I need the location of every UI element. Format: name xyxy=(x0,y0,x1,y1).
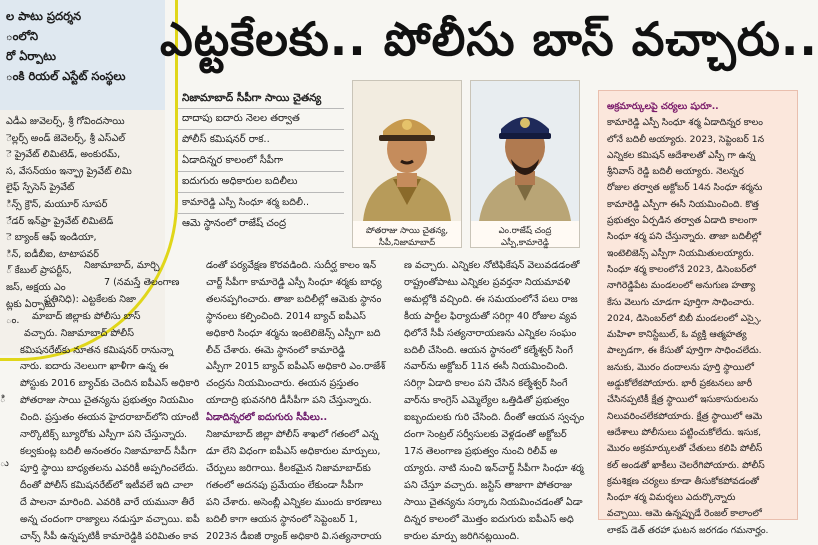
sidebar-line: కామారెడ్డి ఎస్పీగా ఈసీ నియమించింది. కొత్త xyxy=(607,197,789,213)
photo-caption-line: ఎం.రాజేష్ చంద్ర xyxy=(471,225,579,237)
left-body-line: ిన్, ఐడీబీఐ, టాటాపవర్ xyxy=(6,247,159,264)
column-line: కీయ పార్టీల ఫిర్యాదుతో సరిగ్గా 40 రోజుల వ్యవ xyxy=(404,309,594,326)
photo-commissioner xyxy=(352,80,462,248)
left-body-line: ెల్లర్స్ అండ్ జెవెలర్స్, శ్రీ ఎస్‌ఎల్ xyxy=(6,131,159,148)
pullquote-line: నిజామాబాద్ సీపీగా సాయి చైతన్య xyxy=(178,88,344,109)
sidebar-line: లాకప్ డెత్ తరహా ఘటన జరగడం గమనార్హం. xyxy=(607,523,789,539)
column-line: ధిలోనే సీపీ సత్యనారాయణను ఎన్నికల సంఘం xyxy=(404,326,594,343)
left-body-line: స, వేసన్‌యం ఇన్ఫ్రా ప్రైవేట్ లిమి xyxy=(6,164,159,181)
sidebar-line: అడ్డుకోలేకపోయారు. భారీ ప్రకటనలు జారీ xyxy=(607,376,789,392)
left-title-line: రో ఏర్పాటు xyxy=(6,46,159,66)
column-line: పోతరాజు సాయి చైతన్యను ప్రభుత్వం నియమిం xyxy=(20,393,198,410)
sidebar-line: శ్రీనివాస్ రెడ్డి బదిలీ అయ్యారు. నెలన్నర xyxy=(607,164,789,180)
column-line: మాబాద్ జిల్లాకు పోలీసు బాస్ xyxy=(20,309,198,326)
column-line: నిజామాబాద్ జిల్లా పోలీస్ శాఖలో గతంలో ఎన్న xyxy=(206,427,402,444)
left-body-line: ట్లకు ఏర్పాటు xyxy=(6,297,159,314)
sidebar-line: వచ్చాయి. ఆమె ఉన్నప్పుడే రెంజల్ కాలాంలో xyxy=(607,506,789,522)
column-line: అన్న చందంగా రాజ్యాలు నడుస్తూ వచ్చాయి. ఐపీ xyxy=(20,512,198,529)
portrait-commissioner-image xyxy=(353,81,461,221)
sidebar-line: చేసినప్పటికీ క్షేత్ర స్థాయిలో ఇసుకాసురులను xyxy=(607,392,789,408)
sidebar-line: రోజుల తర్వాత అక్టోబర్ 14న సింధూ శర్మను xyxy=(607,180,789,196)
pullquote-line: ఆమె స్థానంలో రాజేష్ చంద్ర xyxy=(178,214,344,234)
sidebar-line: క్రమశిక్షణ చర్యలు కూడా తీసుకోకపోవడంతో xyxy=(607,474,789,490)
left-body-line: ె ప్రైవేట్ లిమిటెడ్, అంకురమ్, xyxy=(6,147,159,164)
column-line: దిన్నర కాలంలో మొత్తం ఐదుగురు ఐపీఎస్ అధి xyxy=(404,512,594,529)
column-line: అమల్లోకి వచ్చింది. ఈ సమయంలోనే పలు రాజ xyxy=(404,292,594,309)
sidebar-line: సింధూ శర్మ విమర్శలు ఎదుర్కొన్నారు xyxy=(607,490,789,506)
column-line: అధికారి సింధూ శర్మను ఇంటెలిజెన్స్ ఎస్పీగా బది xyxy=(206,326,402,343)
column-line: కమిషనరేట్‌కు నూతన కమిషనర్ రానున్నా xyxy=(20,343,198,360)
sidebar-line: మహిళా కానిస్టేబుల్, ఓ వ్యక్తి ఆత్మహత్య xyxy=(607,327,789,343)
left-body-line: లైఫ్ స్పేసెస్ ప్రైవేట్ xyxy=(6,180,159,197)
article-column-1 xyxy=(20,258,198,523)
pullquote-box xyxy=(178,88,344,234)
sidebar-body xyxy=(607,115,789,539)
left-article-title xyxy=(0,0,165,110)
sidebar-line: కేసు వెలుగు చూడగా పూర్తిగా సాధించారు. xyxy=(607,295,789,311)
column-line: స్థానంలు కల్పించింది. 2014 బ్యాచ్ ఐపీఎస్ xyxy=(206,309,402,326)
column-line: చేర్పులు జరిగాయి. కీలకమైన నిజామాబాద్‌కు xyxy=(206,461,402,478)
column-line: సాయి చైతన్యను సర్కారు నియమించడంతో ఏడా xyxy=(404,495,594,512)
sidebar-line: నాగిరెడ్డిపేట మండలంలో అనుగుణ హత్యా xyxy=(607,278,789,294)
left-body-line: ం. xyxy=(6,313,159,330)
left-body-line: ిన్స్ క్రౌన్, మయూర్ సూపర్ xyxy=(6,197,159,214)
column-line: నార్కొటిక్స్ బ్యూరోకు ఎస్పీగా పని చేస్తున్నారు. xyxy=(20,427,198,444)
column-line: యాదాద్రి భువనగిరి డీసీపీగా పని చేస్తున్నారు. xyxy=(206,393,402,410)
sidebar-line: ప్రభుత్వం ఏర్పడిన తర్వాత ఏడాది కాలంగా xyxy=(607,213,789,229)
sidebar-line: పాల్పడగా, ఈ కేసుతో పూర్తిగా సాధించలేదు. xyxy=(607,343,789,359)
column-subheading: ఏడాదిన్నరలో ఐదుగురు సీపీలు.. xyxy=(206,410,402,427)
photo-caption-line: ఎస్పీ,కామారెడ్డి xyxy=(471,237,579,249)
column-line: లీచ్ చేశారు. ఈమె స్థానంలో కామారెడ్డి xyxy=(206,343,402,360)
column-line: చంద్రను నియమించారు. ఈయన ప్రస్తుతం xyxy=(206,376,402,393)
column-line: ఎస్పీగా 2015 బ్యాచ్ ఐపీఎస్ అధికారి ఎం.రాజేశ్ xyxy=(206,359,402,376)
left-title-line: ల పాటు ప్రదర్శన xyxy=(6,6,159,26)
article-column-2 xyxy=(206,258,402,523)
left-fragment-line: ు xyxy=(0,456,10,472)
column-line: పోస్టుకు 2016 బ్యాచ్‌కు చెందిన ఐపీఎస్ అధికారి xyxy=(20,376,198,393)
column-line: పని చేశారు. అసెంబ్లీ ఎన్నికల ముందు కారణాలు xyxy=(206,495,402,512)
sidebar-line: మొరం అక్రమార్కులతో చేతులు కలిపి పోలీస్ xyxy=(607,441,789,457)
pullquote-line: దాదాపు ఐదారు నెలల తర్వాత xyxy=(178,109,344,130)
column-line: పూర్తి స్థాయి బాధ్యతలను ఎవరికీ అప్పగించలేదు. xyxy=(20,461,198,478)
sidebar-line: కల్ అండతో ఖాకీలు చెలరేగిపోయారు. పోలీస్ xyxy=(607,458,789,474)
column-line: రాష్ట్రంతోపాటు ఎన్నికల ప్రవర్తనా నియమావళి xyxy=(404,275,594,292)
left-fragment-line: ి xyxy=(0,392,10,408)
left-body-line: ్ కేబుల్ ప్రాపర్టీస్, xyxy=(6,263,159,280)
sidebar-line: లోనే బదిలీ అయ్యారు. 2023, సెప్టెంబర్ 1న xyxy=(607,132,789,148)
column-line: దే పాలనా మారింది. ఎవరికి వారే యమునా తీరే xyxy=(20,495,198,512)
column-line: నవార్‌ను అక్టోబర్ 11న ఈసీ నియమించింది. xyxy=(404,359,594,376)
column-line: కల్వకుంట్ల బదిలీ అనంతరం నిజామాబాద్ సీపీగా xyxy=(20,444,198,461)
column-line: దీంతో పోలీస్ కమిషనరేట్‌లో ఇటీవలే ఇది చాలా xyxy=(20,478,198,495)
pullquote-line: కామారెడ్డి ఎస్పీ సింధూ శర్మ బదిలీ.. xyxy=(178,193,344,214)
column-line: వార్‌ను కాంగ్రెస్ ఎమ్మెల్యేల ఒత్తిడితో ప్రభుత్వం xyxy=(404,393,594,410)
column-line: డంతో పర్యవేక్షణ కొరవడింది. సుదీర్ఘ కాలం ఇన్ xyxy=(206,258,402,275)
sidebar-heading: అక్రమార్కులపై చర్యలు షురూ.. xyxy=(607,99,789,115)
sidebar-line: ఎన్నికల కమిషన్ ఆదేశాలతో ఎస్పీ గా ఉన్న xyxy=(607,148,789,164)
left-body-line: ేడర్ ఇన్‌ఫ్రా ప్రైవేట్ లిమిటెడ్ xyxy=(6,214,159,231)
sidebar-line: ఆదేశాలు పోలీసులు పట్టించుకోలేదు. ఇసుక, xyxy=(607,425,789,441)
left-title-line: ంకి రియల్ ఎస్టేట్ సంస్థలు xyxy=(6,66,159,86)
column-line: బదిలీ చేసింది. ఆయన స్థానంలో కల్మేశ్వర్ సింగే xyxy=(404,343,594,360)
sidebar-line: నిలువరించలేకపోయారు. క్షేత్ర స్థాయిలో ఆమె xyxy=(607,409,789,425)
column-line: బదిలీ కాగా ఆయన స్థానంలో సెప్టెంబర్ 1, xyxy=(206,512,402,529)
left-body-line: జస్, అక్షయ ఎం xyxy=(6,280,159,297)
photo-caption-line: సీపీ,నిజామాబాద్ xyxy=(353,237,461,249)
page-headline: ఎట్టకేలకు.. పోలీసు బాస్ వచ్చారు.. xyxy=(160,0,800,78)
photo-superintendent xyxy=(470,80,580,248)
sidebar-line: సింధూ శర్మ పని చేస్తున్నారు. తాజా బదిలీల్లో xyxy=(607,229,789,245)
pullquote-line: ఐదుగురు అధికారుల బదిలీలు xyxy=(178,172,344,193)
column-line: ణ వచ్చారు. ఎన్నికల నోటిఫికేషన్ వెలువడడంతో xyxy=(404,258,594,275)
photo-caption-line: పోతరాజు సాయి చైతన్య, xyxy=(353,225,461,237)
column-line: చార్జ్ సీపీగా కామారెడ్డి ఎస్పీ సింధూ శర్మకు బాధ్య xyxy=(206,275,402,292)
left-bottom-fragment xyxy=(0,360,10,520)
pullquote-line: పోలీస్ కమిషనర్ రాక.. xyxy=(178,130,344,151)
column-line: ఐబ్బందులకు గురి చేసింది. దీంతో ఆయన స్వచ్ఛం xyxy=(404,410,594,427)
left-body-line: ె బ్యాంక్ ఆఫ్ ఇండియా, xyxy=(6,230,159,247)
column-line: య్యారు. నాటి నుంచి ఇన్‌చార్జ్ సీపీగా సింధూ శర్మ xyxy=(404,461,594,478)
sidebar-line: జనుకు, మొరం దందాలను పూర్తి స్థాయిలో xyxy=(607,360,789,376)
article-column-3 xyxy=(404,258,594,523)
sidebar-line: 2024, డిసెంబర్‌లో బిబీ మండలంలో ఎస్సై, xyxy=(607,311,789,327)
left-body-line: ఎడీఎ జువెలర్స్, శ్రీ గోవిందసాయి xyxy=(6,114,159,131)
sidebar-line: కామారెడ్డి ఎస్పీ సింధూ శర్మ ఏడాదిన్నర కాలం xyxy=(607,115,789,131)
column-line: చాన్స్ సీపీ ఉన్నప్పటికీ కామారెడ్డికి పరిమితం కావ xyxy=(20,529,198,545)
column-line: వచ్చారు. నిజామాబాద్ పోలీస్ xyxy=(20,326,198,343)
column-line: 2023న డీఐజీ ర్యాంక్ అధికారి వి.సత్యనారాయ xyxy=(206,529,402,545)
column-line: కారుల మార్పు జరిగినట్లయింది. xyxy=(404,529,594,545)
column-line: నిజామాబాద్, మార్చి xyxy=(20,258,198,275)
column-line: డూ లేని విధంగా ఐపీఎస్ అధికారుల మార్పులు, xyxy=(206,444,402,461)
column-line: నారు. ఐదారు నెలలుగా ఖాళీగా ఉన్న ఈ xyxy=(20,359,198,376)
column-line: సరిగ్గా ఏడాది కాలం పని చేసిన కల్మేశ్వర్ సింగే xyxy=(404,376,594,393)
column-line: ప్రతినిధి): ఎట్టకేలకు నిజా xyxy=(20,292,198,309)
column-line: 7 (నమస్తే తెలంగాణ xyxy=(20,275,198,292)
pullquote-line: ఏడాదిన్నర కాలంలో సీపీగా xyxy=(178,151,344,172)
sidebar-line: సింధూ శర్మ కాలంలోనే 2023, డిసెంబర్‌లో xyxy=(607,262,789,278)
sidebar-line: ఇంటెలిజెన్స్ ఎస్పీగా నియమితులయ్యారు. xyxy=(607,246,789,262)
sidebar-box xyxy=(598,90,798,520)
column-line: గతంలో అదనపు ప్రమేయం లేకుండా సీపీగా xyxy=(206,478,402,495)
left-title-line: ంలోని xyxy=(6,26,159,46)
column-line: పని చేస్తూ వచ్చారు. జస్టిస్ తాజాగా పోతరాజు xyxy=(404,478,594,495)
column-line: చింది. ప్రస్తుతం ఈయన హైదరాబాద్‌లోని యాంటీ xyxy=(20,410,198,427)
column-line: 17న తెలంగాణ ప్రభుత్వం నుంచి రిలీవ్ అ xyxy=(404,444,594,461)
column-line: తలనప్పగించారు. తాజా బదిలీల్లో ఆమెకు స్థానం xyxy=(206,292,402,309)
column-line: దంగా సెంట్రల్ సర్వీసులకు వెళ్లడంతో అక్టోబర్ xyxy=(404,427,594,444)
portrait-superintendent-image xyxy=(471,81,579,221)
